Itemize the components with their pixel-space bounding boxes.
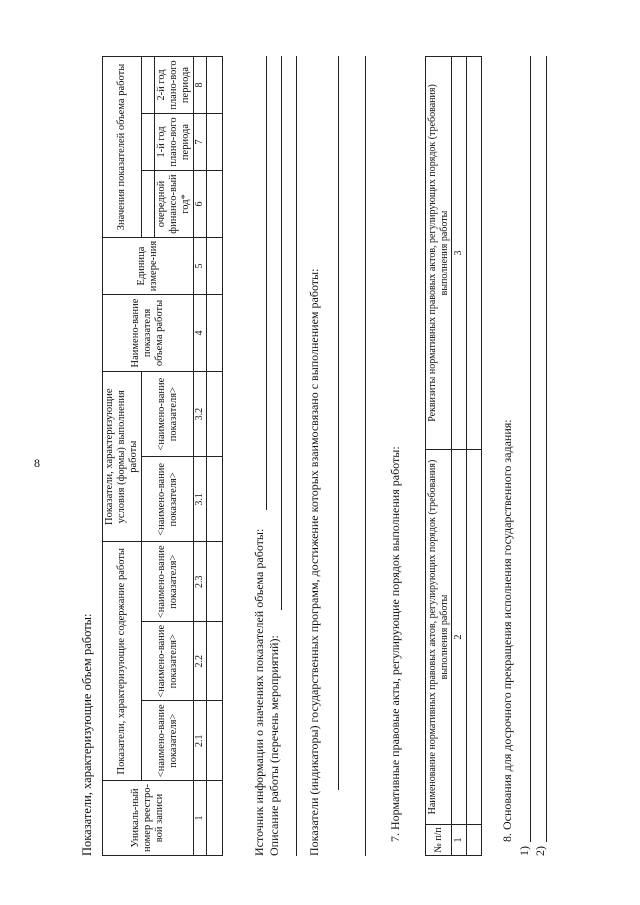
section7-title: 7. Нормативные правовые акты, регулирующие порядок выполнения работы: [388, 446, 402, 842]
acts-column-number: 2 [452, 450, 467, 825]
empty-cell [206, 457, 222, 542]
header-unit: Единица измере-ния [103, 238, 194, 295]
empty-cell [206, 621, 222, 701]
empty-cell [206, 171, 222, 238]
column-number: 2.3 [194, 542, 207, 622]
indicators-line [338, 56, 339, 790]
empty-cell [206, 57, 222, 114]
header-indicator-name: Наимено-вание показателя объема работы [103, 295, 194, 372]
column-number: 3.2 [194, 372, 207, 457]
work-description-line [281, 56, 282, 610]
header-conditions-group: Показатели, характеризующие условия (формы) выполнения работы [103, 372, 142, 542]
header-year-current: очередной финансо-вый год* [155, 171, 194, 238]
header-content-group: Показатели, характеризующие содержание работы [103, 542, 142, 781]
column-number: 8 [194, 57, 207, 114]
header-placeholder-2-2: <наимено-вание показателя> [142, 621, 194, 701]
work-description-label: Описание работы (перечень мероприятий): [267, 635, 281, 856]
section8-item-2-line [546, 56, 547, 842]
section-title: Показатели, характеризующие объем работы: [80, 613, 94, 856]
empty-cell [206, 114, 222, 171]
header-placeholder-3-1: <наимено-вание показателя> [142, 457, 194, 542]
header-placeholder-2-1: <наимено-вание показателя> [142, 701, 194, 781]
column-number: 4 [194, 295, 207, 372]
section8-title: 8. Основания для досрочного прекращения исполнения государственного задания: [500, 419, 514, 842]
acts-column-number: 3 [452, 57, 467, 450]
empty-cell [206, 238, 222, 295]
source-info-line [266, 56, 267, 510]
work-description-line-2 [296, 56, 297, 856]
column-number: 6 [194, 171, 207, 238]
indicators-paragraph: Показатели (индикаторы) государственных программ, достижение которых взаимосвязано с выполнением работы: [307, 268, 321, 856]
section8-item-1: 1) [517, 846, 531, 856]
source-info-label: Источник информации о значениях показателей объема работы: [252, 528, 266, 856]
empty-cell [466, 450, 481, 825]
empty-cell [466, 825, 481, 856]
normative-acts-table [425, 56, 482, 856]
header-unique-no: Уникаль-ный номер реестро-вой записи [103, 781, 194, 856]
acts-column-number: 1 [452, 825, 467, 856]
acts-header-details: Реквизиты нормативных правовых актов, регулирующих порядок (требования) выполнения работы [426, 57, 452, 450]
column-number: 2.1 [194, 701, 207, 781]
header-year-2: 2-й год плано-вого периода [155, 57, 194, 114]
column-number: 7 [194, 114, 207, 171]
rotated-page-content [20, 30, 610, 890]
empty-cell [206, 781, 222, 856]
header-placeholder-2-3: <наимено-вание показателя> [142, 542, 194, 622]
page-number: 8 [34, 456, 40, 470]
values-spacer [142, 114, 155, 171]
values-spacer [142, 57, 155, 114]
section8-item-2: 2) [533, 846, 547, 856]
column-number: 3.1 [194, 457, 207, 542]
column-number: 1 [194, 781, 207, 856]
empty-cell [206, 295, 222, 372]
empty-cell [466, 57, 481, 450]
indicators-line-2 [365, 56, 366, 856]
header-placeholder-3-2: <наимено-вание показателя> [142, 372, 194, 457]
empty-cell [206, 542, 222, 622]
values-spacer [142, 171, 155, 238]
acts-header-name: Наименование нормативных правовых актов, регулирующих порядок (требования) выполнения работы [426, 450, 452, 825]
empty-cell [206, 701, 222, 781]
empty-cell [206, 372, 222, 457]
section8-item-1-line [530, 56, 531, 842]
header-values-group: Значения показателей объема работы [103, 57, 142, 238]
header-year-1: 1-й год плано-вого периода [155, 114, 194, 171]
volume-indicators-table [102, 56, 223, 856]
column-number: 5 [194, 238, 207, 295]
acts-header-number: № п/п [426, 825, 452, 856]
column-number: 2.2 [194, 621, 207, 701]
